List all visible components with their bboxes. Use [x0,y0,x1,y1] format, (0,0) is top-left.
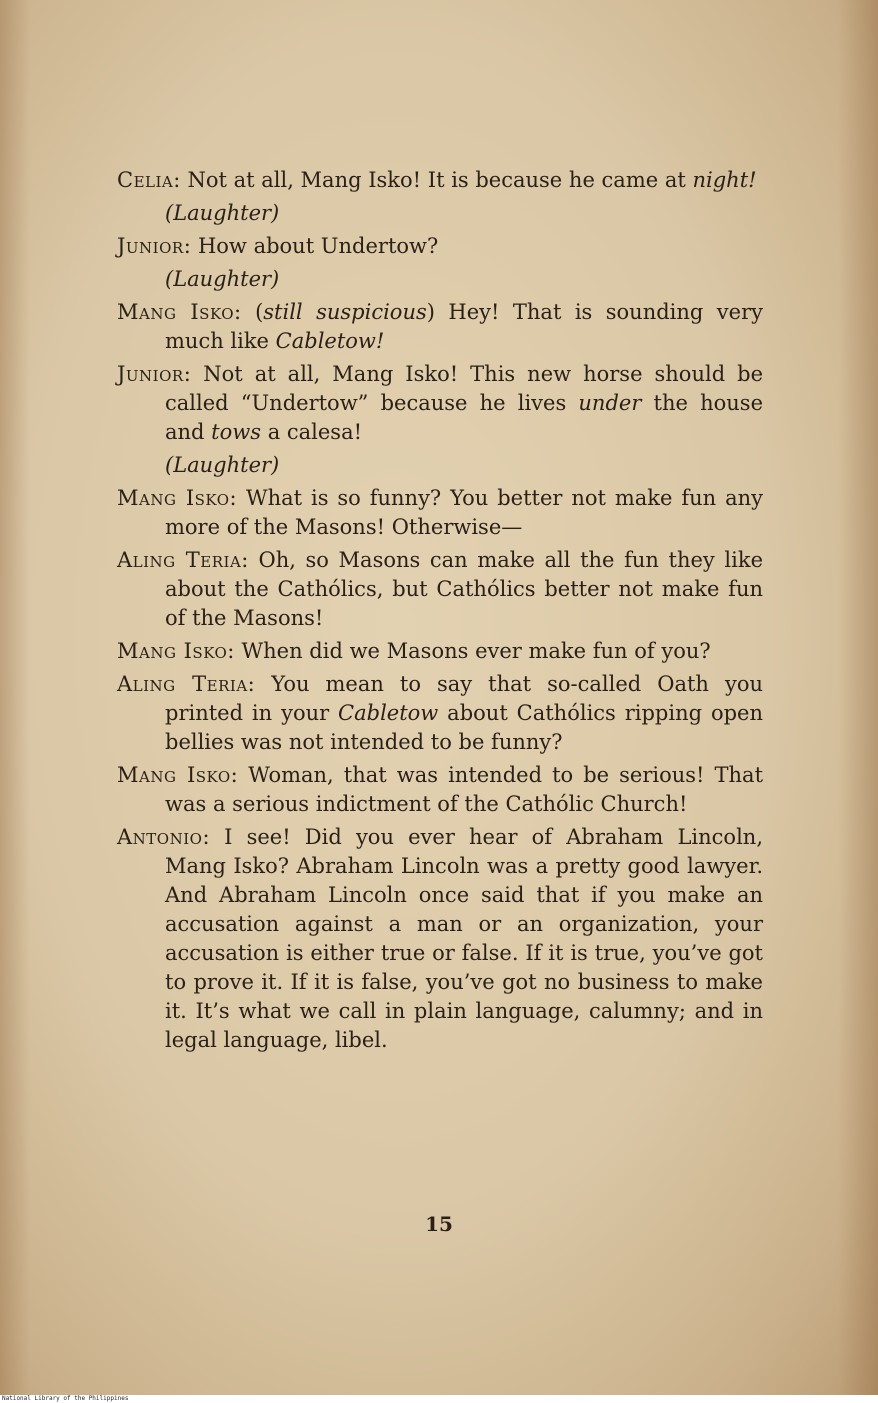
speaker-name: Aling Teria: [117,672,256,696]
italic-text: under [578,391,642,415]
dialogue-line [117,761,763,819]
dialogue-line [117,637,763,666]
dialogue-text: You mean to say that so-called Oath you printed in your [165,672,763,725]
dialogue-line [117,484,763,542]
dialogue-line [117,546,763,633]
dialogue-text: about Cathólics ripping open bellies was not intended to be funny? [165,701,763,754]
dialogue-text: the house and [165,391,763,444]
italic-text: tows [211,420,262,444]
stage-direction: (Laughter) [165,267,280,291]
dialogue-text: How about Undertow? [191,234,439,258]
page-number: 15 [425,1212,453,1236]
page-edge-right [838,0,878,1395]
italic-text: still suspicious [263,300,427,324]
speaker-name: Mang Isko: [117,763,239,787]
dialogue-text: Woman, that was intended to be serious! That was a serious indictment of the Cathólic Church! [165,763,764,816]
dialogue-text: ( [241,300,264,324]
speaker-name: Mang Isko: [117,300,242,324]
speaker-name: Mang Isko: [117,639,235,663]
footer-credit: National Library of the Philippines [2,1395,129,1402]
speaker-name: Aling Teria: [117,548,249,572]
dialogue-line [117,232,763,261]
speaker-name: Celia: [117,168,181,192]
stage-direction: (Laughter) [165,453,280,477]
dialogue-line [117,670,763,757]
speaker-name: Mang Isko: [117,486,238,510]
page-edge-left [0,0,30,1395]
italic-text: night! [692,168,757,192]
dialogue-text: Oh, so Masons can make all the fun they like about the Cathólics, but Cathólics better not make fun of the Masons! [165,548,763,630]
italic-text: Cabletow! [275,329,385,353]
dialogue-text: Not at all, Mang Isko! This new horse should be called “Undertow” because he lives [165,362,763,415]
dialogue-line [117,360,763,447]
dialogue-text: Not at all, Mang Isko! It is because he came at [180,168,693,192]
play-text [117,166,763,1059]
italic-text: Cabletow [338,701,439,725]
dialogue-line [117,166,763,195]
speaker-name: Junior: [117,234,192,258]
dialogue-line [117,298,763,356]
speaker-name: Junior: [117,362,192,386]
stage-direction: (Laughter) [165,201,280,225]
dialogue-text: What is so funny? You better not make fun any more of the Masons! Otherwise— [165,486,763,539]
dialogue-text: a calesa! [261,420,363,444]
dialogue-text: I see! Did you ever hear of Abraham Lincoln, Mang Isko? Abraham Lincoln was a pretty good lawyer. And Abraham Lincoln once said that if you make an accusation against a man or an organization, your accusation is either true or false. If it is true, you’ve got to prove it. If it is false, you’ve got no business to make it. It’s what we call in plain language, calumny; and in legal language, libel. [165,825,763,1052]
footer-strip [0,1395,878,1403]
dialogue-text: When did we Masons ever make fun of you? [234,639,711,663]
dialogue-text: ) Hey! That is sounding very much like [165,300,764,353]
dialogue-line [117,823,763,1055]
speaker-name: Antonio: [117,825,211,849]
